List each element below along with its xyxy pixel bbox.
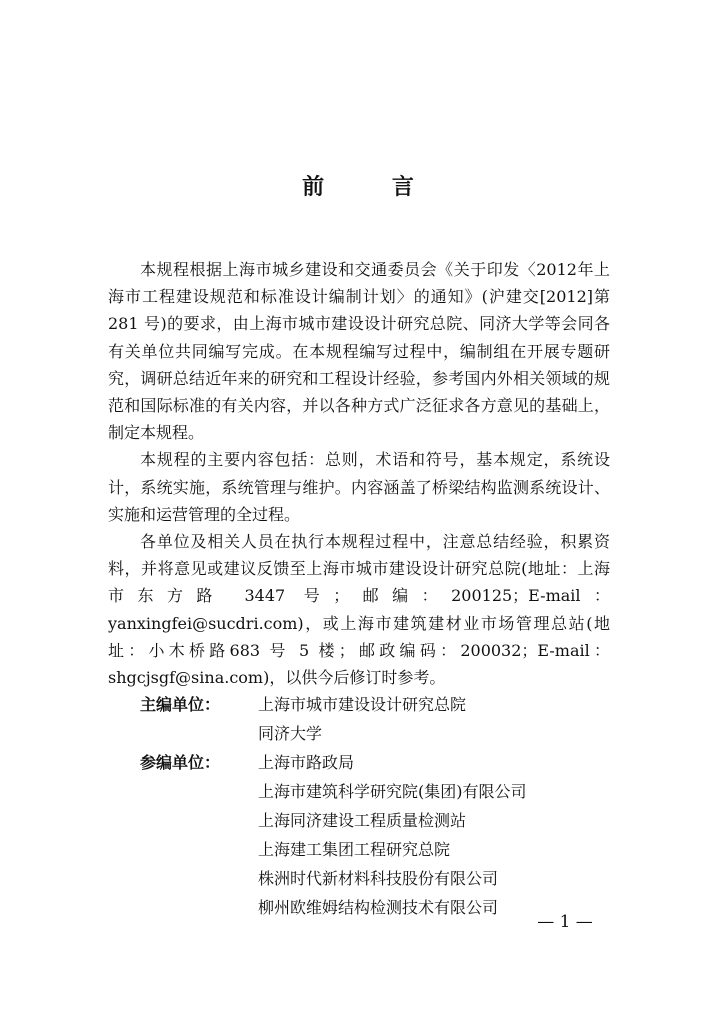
participating-unit: 柳州欧维姆结构检测技术有限公司 xyxy=(258,898,499,917)
participating-unit: 上海市建筑科学研究院(集团)有限公司 xyxy=(258,782,527,801)
paragraph-3: 各单位及相关人员在执行本规程过程中，注意总结经验，积累资料，并将意见或建议反馈至上海市城市建设设计研究总院(地址：上海市东方路 3447 号；邮编：200125；E-mail：yanxingfei@sucdri.com)，或上海市建筑建材业市场管理总站(地址：小木桥路683 号 5 楼；邮政编码：200032；E-mail：shgcjsgf@sina.com)，以供今后修订时参考。 xyxy=(108,532,610,688)
paragraph-1: 本规程根据上海市城乡建设和交通委员会《关于印发〈2012年上海市工程建设规范和标准设计编制计划〉的通知》(沪建交[2012]第 281 号)的要求，由上海市城市建设设计研究总院、同济大学等会同各有关单位共同编写完成。在本规程编写过程中，编制组在开展专题研究，调研总结近年来的研究和工程设计经验，参考国内外相关领域的规范和国际标准的有关内容，并以各种方式广泛征求各方意见的基础上，制定本规程。 xyxy=(108,260,610,443)
page-number: — 1 — xyxy=(537,912,593,932)
chief-editor-unit: 上海市城市建设设计研究总院 xyxy=(258,695,467,714)
participating-unit: 上海同济建设工程质量检测站 xyxy=(258,811,467,830)
participating-unit: 上海市路政局 xyxy=(258,753,355,772)
participating-label: 参编单位： xyxy=(140,753,221,772)
participating-list xyxy=(258,748,527,922)
participating-block xyxy=(140,748,620,922)
units-section xyxy=(140,690,620,922)
chief-editor-unit: 同济大学 xyxy=(258,724,323,743)
page-title: 前 言 xyxy=(302,174,444,200)
participating-unit: 株洲时代新材料科技股份有限公司 xyxy=(258,869,499,888)
chief-editor-block xyxy=(140,690,620,748)
chief-editor-list xyxy=(258,690,466,748)
participating-unit: 上海建工集团工程研究总院 xyxy=(258,840,451,859)
paragraph-2: 本规程的主要内容包括：总则，术语和符号，基本规定，系统设计，系统实施，系统管理与维护。内容涵盖了桥梁结构监测系统设计、实施和运营管理的全过程。 xyxy=(108,450,610,524)
chief-editor-label: 主编单位： xyxy=(140,695,221,714)
preface-body xyxy=(108,256,610,691)
